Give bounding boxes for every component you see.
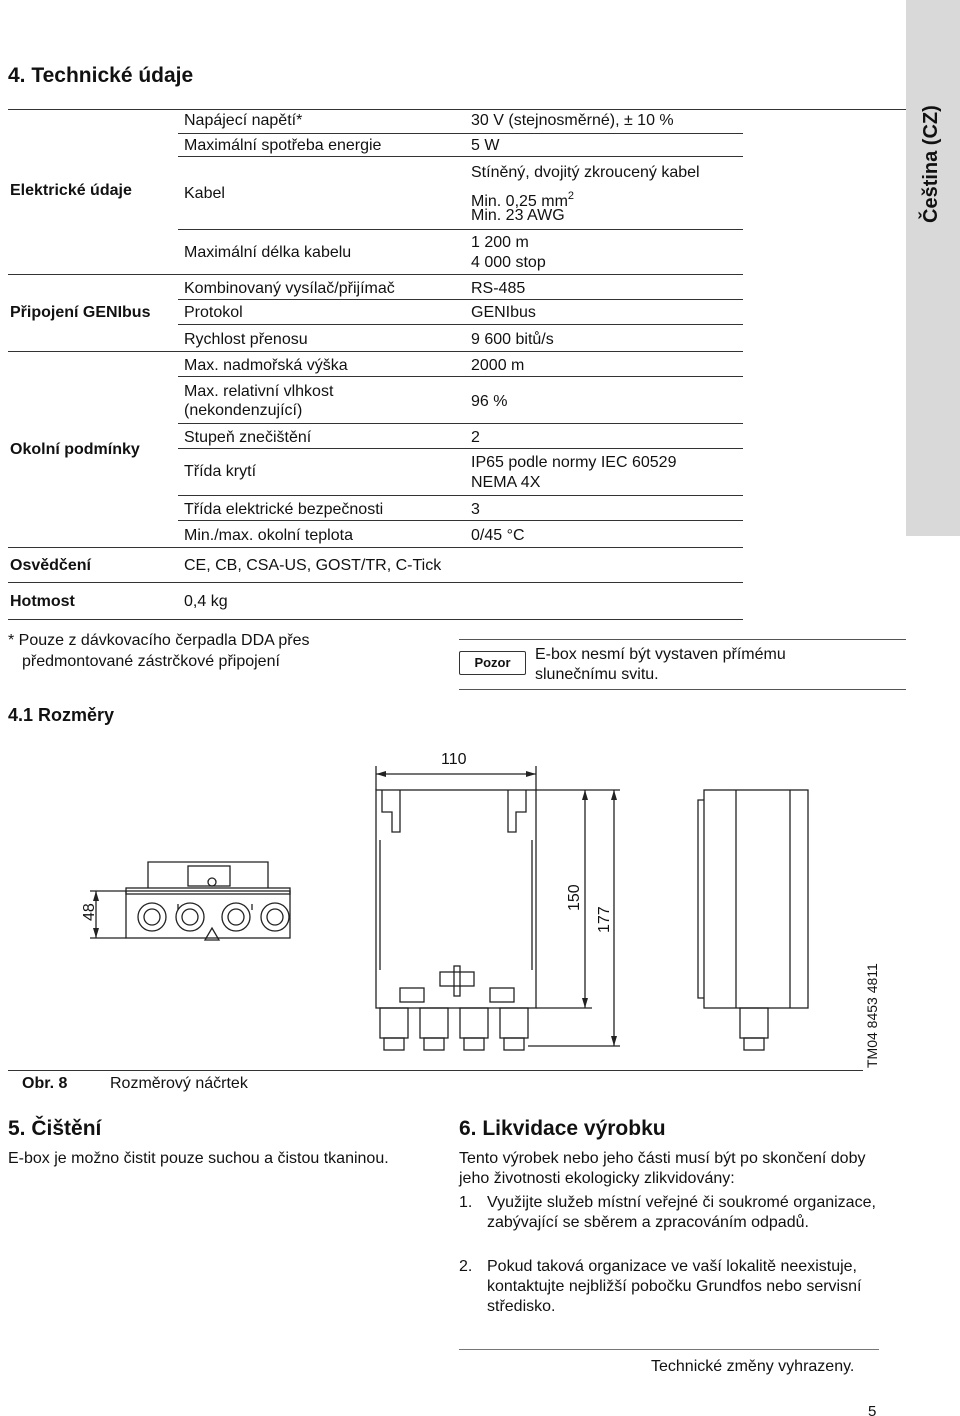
language-label: Čeština (CZ) bbox=[920, 105, 942, 223]
value-protocol: GENIbus bbox=[471, 304, 536, 321]
param-baud-rate: Rychlost přenosu bbox=[184, 331, 308, 348]
page-number: 5 bbox=[868, 1403, 877, 1416]
param-altitude: Max. nadmořská výška bbox=[184, 357, 348, 374]
figure-rule bbox=[8, 1070, 863, 1071]
row-rule bbox=[178, 423, 743, 424]
value-altitude: 2000 m bbox=[471, 357, 525, 374]
footnote-line1: * Pouze z dávkovacího čerpadla DDA přes bbox=[8, 632, 310, 649]
param-cable: Kabel bbox=[184, 185, 225, 202]
param-humidity-line2: (nekondenzující) bbox=[184, 402, 303, 419]
param-temperature: Min./max. okolní teplota bbox=[184, 527, 353, 544]
drawing-code: TM04 8453 4811 bbox=[864, 963, 880, 1068]
section-4-1-title: 4.1 Rozměry bbox=[8, 705, 115, 725]
side-view-body bbox=[704, 790, 808, 1008]
section-6-title: 6. Likvidace výrobku bbox=[459, 1117, 666, 1140]
caution-badge: Pozor bbox=[459, 651, 526, 675]
row-rule bbox=[178, 376, 743, 377]
value-enclosure-line2: NEMA 4X bbox=[471, 474, 541, 491]
table-top-rule bbox=[8, 109, 906, 110]
row-rule bbox=[178, 495, 743, 496]
param-supply-voltage: Napájecí napětí* bbox=[184, 112, 303, 129]
value-temperature: 0/45 °C bbox=[471, 527, 525, 544]
row-rule bbox=[178, 133, 743, 134]
param-power: Maximální spotřeba energie bbox=[184, 137, 382, 154]
approvals-value: CE, CB, CSA-US, GOST/TR, C-Tick bbox=[184, 557, 442, 574]
row-rule bbox=[178, 324, 743, 325]
value-cable-length-line1: 1 200 m bbox=[471, 234, 529, 251]
caution-text-line1: E-box nesmí být vystaven přímému bbox=[535, 646, 786, 663]
value-humidity: 96 % bbox=[471, 393, 508, 410]
section-6-intro: Tento výrobek nebo jeho části musí být po skončení doby jeho životnosti ekologicky zlikvidovány: bbox=[459, 1150, 866, 1187]
group-rule bbox=[8, 351, 743, 352]
dim-48-label: 48 bbox=[81, 903, 98, 921]
table-bottom-rule bbox=[8, 619, 743, 620]
weight-value: 0,4 kg bbox=[184, 593, 228, 610]
row-rule bbox=[178, 520, 743, 521]
row-rule bbox=[178, 299, 743, 300]
value-cable-line2: Min. 0,25 $mm^2$ bbox=[471, 190, 575, 210]
list-item-1-text: Využijte služeb místní veřejné či soukromé organizace, zabývající se sběrem a zpracováním odpadů. bbox=[487, 1194, 876, 1231]
row-rule bbox=[178, 448, 743, 449]
row-rule bbox=[178, 156, 743, 157]
group-label-weight: Hotmost bbox=[10, 593, 75, 610]
group-rule bbox=[8, 274, 743, 275]
value-cable-line1: Stíněný, dvojitý zkroucený kabel bbox=[471, 164, 700, 181]
footer-rule bbox=[459, 1349, 879, 1350]
footnote-line2: předmontované zástrčkové připojení bbox=[22, 653, 280, 670]
value-cable-line3: Min. 23 AWG bbox=[471, 207, 565, 224]
list-item-2-number: 2. bbox=[459, 1258, 473, 1275]
list-item-1-number: 1. bbox=[459, 1194, 473, 1211]
section-5-text: E-box je možno čistit pouze suchou a čistou tkaninou. bbox=[8, 1150, 389, 1167]
value-power: 5 W bbox=[471, 137, 500, 154]
dimension-drawing bbox=[0, 740, 906, 1070]
group-rule bbox=[8, 582, 743, 583]
param-cable-length: Maximální délka kabelu bbox=[184, 244, 352, 261]
dim-width-label: 110 bbox=[441, 751, 467, 768]
group-label-approvals: Osvědčení bbox=[10, 557, 91, 574]
caution-text-line2: slunečnímu svitu. bbox=[535, 666, 659, 683]
value-safety-class: 3 bbox=[471, 501, 480, 518]
value-cable-length-line2: 4 000 stop bbox=[471, 254, 546, 271]
param-pollution: Stupeň znečištění bbox=[184, 429, 312, 446]
figure-caption: Rozměrový náčrtek bbox=[110, 1075, 248, 1092]
value-enclosure-line1: IP65 podle normy IEC 60529 bbox=[471, 454, 677, 471]
footer-note: Technické změny vyhrazeny. bbox=[651, 1358, 855, 1375]
group-label-genibus: Připojení GENIbus bbox=[10, 304, 151, 321]
param-transceiver: Kombinovaný vysílač/přijímač bbox=[184, 280, 395, 297]
param-safety-class: Třída elektrické bezpečnosti bbox=[184, 501, 384, 518]
group-rule bbox=[8, 547, 743, 548]
group-label-ambient: Okolní podmínky bbox=[10, 441, 140, 458]
value-transceiver: RS-485 bbox=[471, 280, 526, 297]
dim-150-label: 150 bbox=[566, 884, 583, 911]
section-5-title: 5. Čištění bbox=[8, 1117, 102, 1140]
value-supply-voltage: 30 V (stejnosměrné), ± 10 % bbox=[471, 112, 674, 129]
row-rule bbox=[178, 229, 743, 230]
param-humidity-line1: Max. relativní vlhkost bbox=[184, 383, 334, 400]
value-pollution: 2 bbox=[471, 429, 480, 446]
caution-top-rule bbox=[459, 639, 906, 640]
group-label-electrical: Elektrické údaje bbox=[10, 182, 132, 199]
dim-177-label: 177 bbox=[596, 906, 613, 933]
param-enclosure: Třída krytí bbox=[184, 463, 257, 480]
section-4-title: 4. Technické údaje bbox=[8, 64, 194, 87]
list-item-2-text: Pokud taková organizace ve vaší lokalitě neexistuje, kontaktujte nejbližší pobočku Grundfos nebo servisní středisko. bbox=[487, 1258, 862, 1315]
figure-number: Obr. 8 bbox=[22, 1075, 68, 1092]
param-protocol: Protokol bbox=[184, 304, 243, 321]
caution-bottom-rule bbox=[459, 689, 906, 690]
value-baud-rate: 9 600 bitů/s bbox=[471, 331, 554, 348]
